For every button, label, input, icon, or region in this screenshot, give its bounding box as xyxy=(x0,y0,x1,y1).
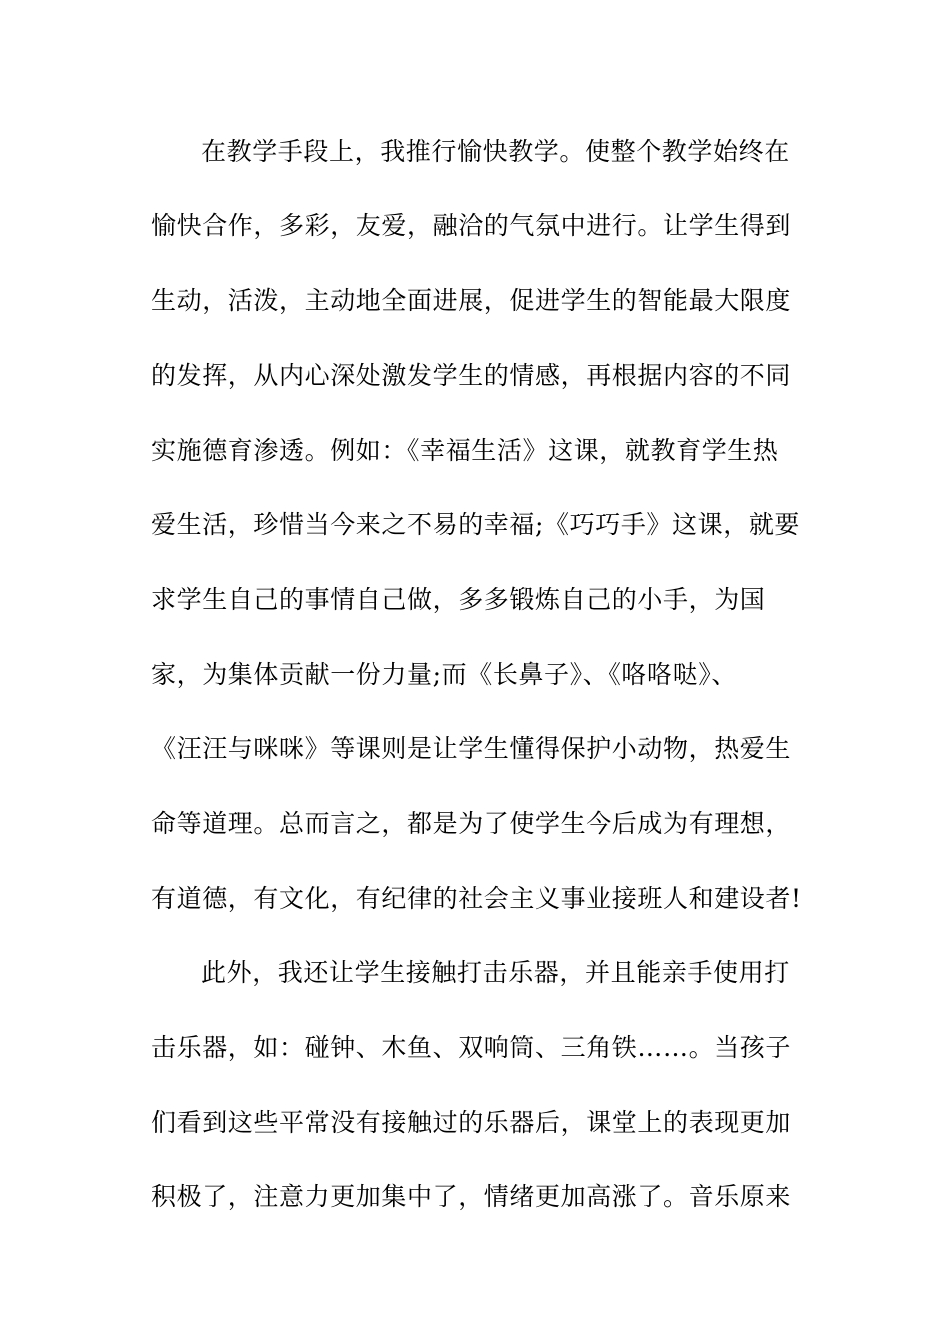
paragraph-1-line-2: 愉快合作，多彩，友爱，融洽的气氛中进行。让学生得到 xyxy=(151,211,792,240)
paragraph-2-line-1: 此外，我还让学生接触打击乐器，并且能亲手使用打 xyxy=(201,958,790,987)
paragraph-1-line-7: 求学生自己的事情自己做，多多锻炼自己的小手，为国 xyxy=(151,585,766,614)
paragraph-1-line-5: 实施德育渗透。例如：《幸福生活》这课，就教育学生热 xyxy=(151,436,779,465)
paragraph-1-line-8: 家，为集体贡献一份力量;而《长鼻子》、《咯咯哒》、 xyxy=(151,660,737,689)
paragraph-1-line-6: 爱生活，珍惜当今来之不易的幸福;《巧巧手》这课，就要 xyxy=(151,510,801,539)
paragraph-2-line-3: 们看到这些平常没有接触过的乐器后，课堂上的表现更加 xyxy=(151,1108,792,1137)
paragraph-1-line-1: 在教学手段上，我推行愉快教学。使整个教学始终在 xyxy=(201,137,790,166)
paragraph-2-line-2: 击乐器，如：碰钟、木鱼、双响筒、三角铁……。当孩子 xyxy=(151,1033,792,1062)
paragraph-2-line-4: 积极了，注意力更加集中了，情绪更加高涨了。音乐原来 xyxy=(151,1182,792,1211)
paragraph-1-line-10: 命等道理。总而言之，都是为了使学生今后成为有理想， xyxy=(151,809,792,838)
paragraph-1-line-3: 生动，活泼，主动地全面进展，促进学生的智能最大限度 xyxy=(151,286,792,315)
paragraph-1-line-9: 《汪汪与咪咪》等课则是让学生懂得保护小动物，热爱生 xyxy=(151,734,792,763)
paragraph-1-line-11: 有道德，有文化，有纪律的社会主义事业接班人和建设者! xyxy=(151,884,802,913)
paragraph-1-line-4: 的发挥，从内心深处激发学生的情感，再根据内容的不同 xyxy=(151,361,792,390)
